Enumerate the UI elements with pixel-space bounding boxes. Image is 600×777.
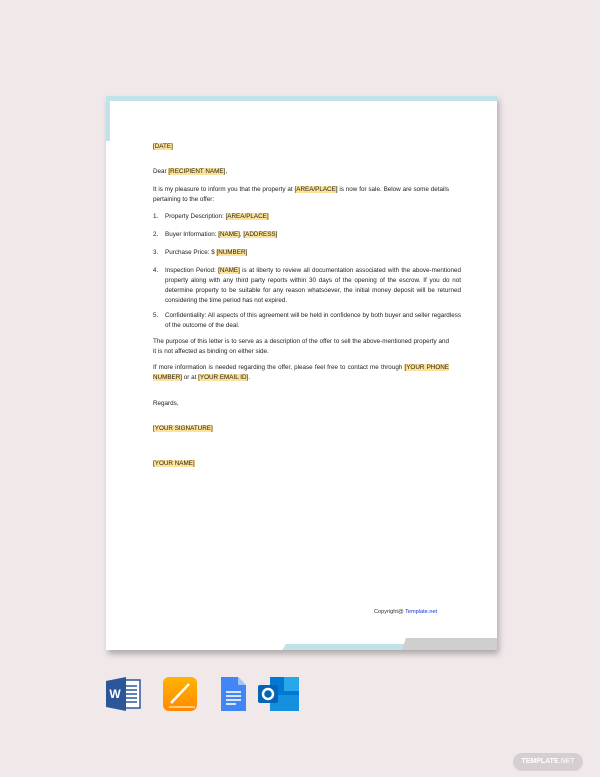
signature-line: [153, 424, 449, 434]
email-field: [YOUR EMAIL ID]: [198, 374, 249, 381]
contact-text: If more information is needed regarding the offer, please feel free to contact me through: [153, 364, 405, 371]
svg-text:W: W: [109, 687, 121, 701]
template-link[interactable]: Template.net: [405, 609, 438, 615]
contact-paragraph: [153, 363, 449, 383]
word-icon[interactable]: [106, 677, 142, 711]
footer-accent: [282, 644, 421, 650]
salutation-prefix: Dear: [153, 168, 169, 175]
list-item: [153, 266, 461, 306]
intro-text: It is my pleasure to inform you that the property at: [153, 186, 295, 193]
accent-bar-left: [106, 96, 110, 141]
list-item: [153, 248, 461, 258]
name-line: [153, 459, 449, 469]
date-field: [DATE]: [153, 143, 173, 150]
accent-bar-top: [106, 96, 497, 101]
regards: Regards,: [153, 400, 179, 407]
salutation: [153, 167, 449, 177]
intro-paragraph: [153, 185, 449, 205]
copyright-text: Copyright@: [374, 609, 406, 615]
signature-field: [YOUR SIGNATURE]: [153, 425, 213, 432]
watermark-light: .NET: [558, 758, 575, 765]
template-net-watermark: [513, 753, 583, 771]
date-line: [153, 142, 449, 152]
item-field: [NUMBER]: [216, 249, 248, 256]
copyright: [374, 609, 437, 615]
item-number: 1.: [153, 213, 159, 220]
phone-field: [YOUR PHONE NUMBER]: [153, 364, 449, 381]
recipient-field: [RECIPIENT NAME]: [168, 168, 226, 175]
purpose-paragraph: The purpose of this letter is to serve as a description of the offer to sell the above-mentioned property and it is not affected as binding on either side.: [153, 338, 449, 355]
item-label: Buyer Information:: [165, 231, 219, 238]
item-number: 4.: [153, 267, 159, 274]
letter-document: [106, 96, 497, 650]
watermark-bold: TEMPLATE: [521, 758, 559, 765]
item-number: 3.: [153, 249, 159, 256]
list-item: [153, 230, 461, 240]
contact-text-2: or at: [182, 374, 199, 381]
item-number: 5.: [153, 312, 159, 319]
name-field: [YOUR NAME]: [153, 460, 195, 467]
place-field: [AREA/PLACE]: [294, 186, 338, 193]
item-field: [NAME]: [218, 267, 240, 274]
pages-icon[interactable]: [162, 677, 198, 711]
item-sep: ,: [239, 231, 244, 238]
list-item: [153, 311, 461, 331]
item-label: Purchase Price: $: [165, 249, 217, 256]
item-label: Property Description:: [165, 213, 226, 220]
intro-text-2: is now for sale. Below are some details pertaining to the offer:: [153, 186, 449, 203]
item-label: Inspection Period:: [165, 267, 219, 274]
item-text: Confidentiality: All aspects of this agreement will be held in confidence by both buyer and seller regardless of the outcome of the deal.: [165, 312, 461, 329]
google-docs-icon[interactable]: [216, 677, 252, 711]
salutation-suffix: ,: [225, 168, 228, 175]
footer-band: [402, 638, 497, 650]
item-field: [ADDRESS]: [243, 231, 278, 238]
outlook-icon[interactable]: [258, 677, 300, 711]
list-item: [153, 212, 461, 222]
item-field: [NAME]: [218, 231, 240, 238]
item-text: is at liberty to review all documentation associated with the above-mentioned property along with any third party reports within 30 days of the opening of the escrow. If you do not determine property to be suitable for any reason whatsoever, the initial money deposit will be returned considering the time period has not expired.: [165, 267, 461, 304]
contact-text-3: .: [248, 374, 251, 381]
item-number: 2.: [153, 231, 159, 238]
item-field: [AREA/PLACE]: [225, 213, 269, 220]
